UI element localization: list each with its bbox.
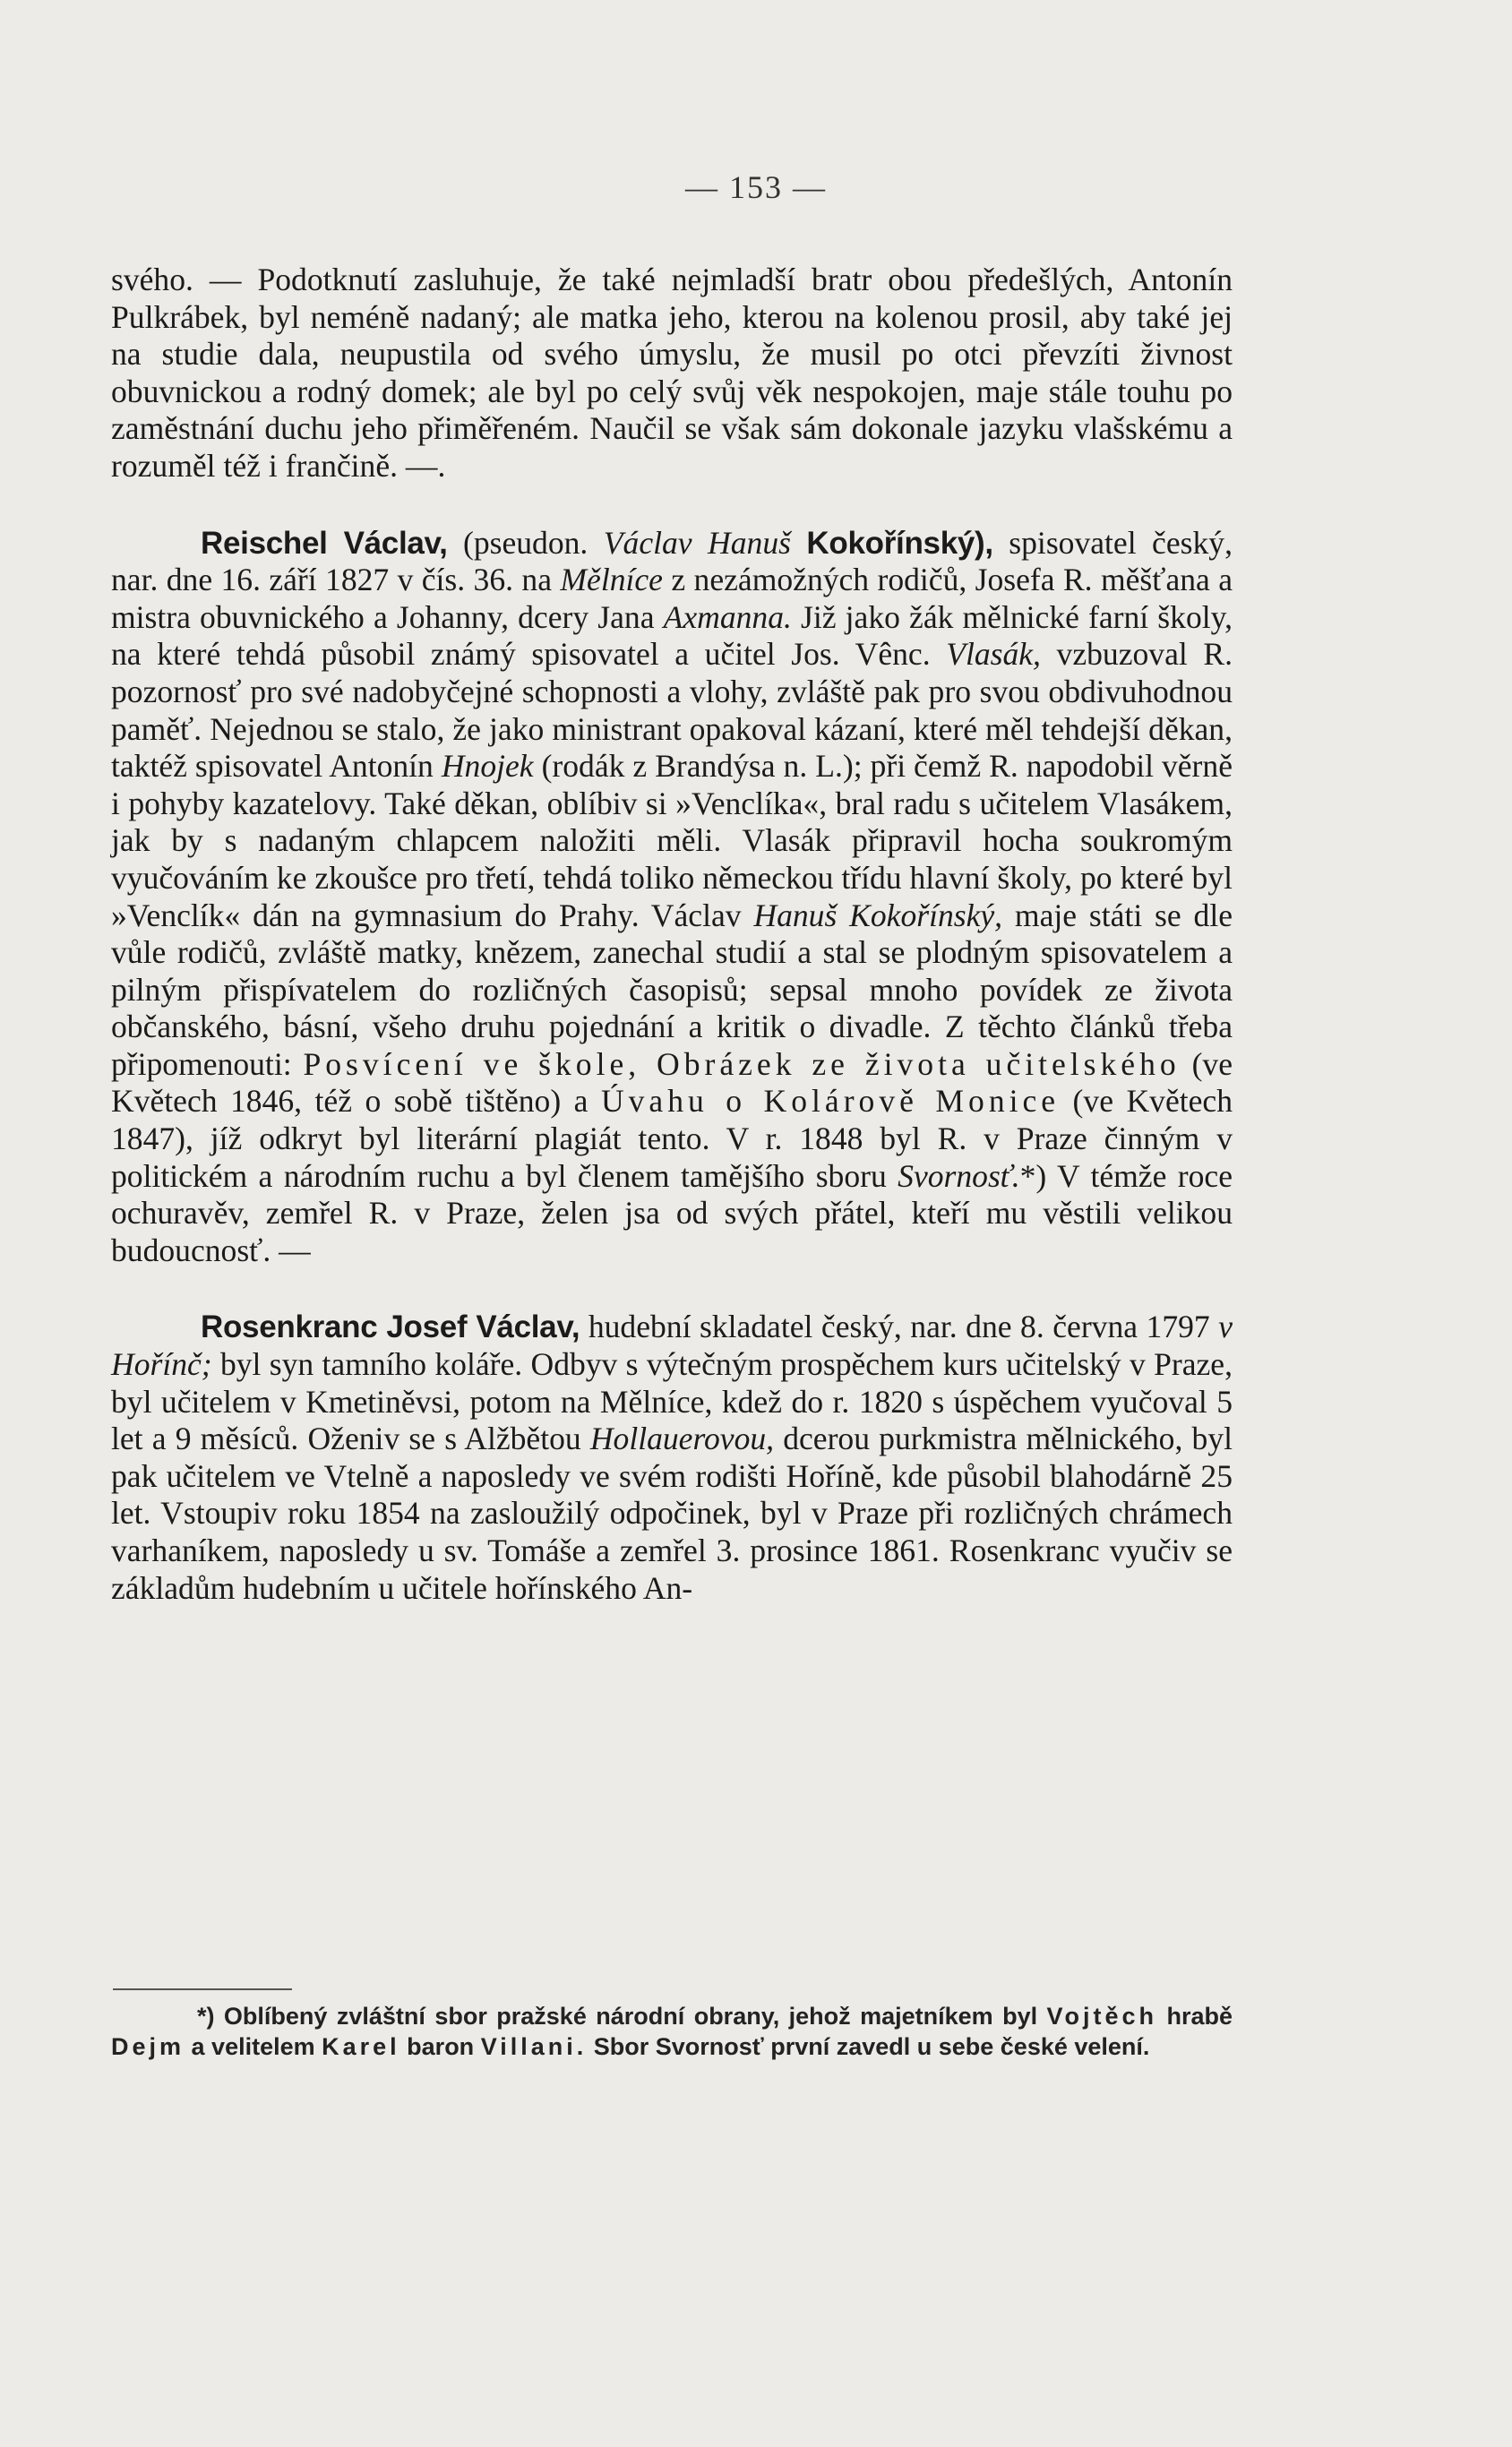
footnote-separator: [113, 1988, 292, 1990]
place-name: v Hořínč;: [111, 1309, 1233, 1383]
person-name: Vlasák,: [946, 636, 1041, 673]
work-title: Posvícení ve škole, Obrázek ze života učitelského: [303, 1045, 1181, 1082]
pseudonym: Václav Hanuš: [603, 524, 791, 561]
person-name: Hollauerovou,: [589, 1421, 775, 1457]
work-title: Úvahu o Kolárově Monice: [600, 1083, 1061, 1120]
person-name: Hnojek: [441, 748, 534, 785]
person-name: Hanuš Kokořínský,: [753, 897, 1003, 933]
footnote-text: *) Oblíbený zvláštní sbor pražské národní obrany, jehož majetníkem byl Vojtěch hrabě Dejm a velitelem Karel baron Villani. Sbor Svornosť první zavedl u sebe české velení.: [111, 2003, 1233, 2060]
entry-headword-reischel: Reischel Václav,: [201, 525, 448, 561]
footnote: [111, 2001, 1233, 2062]
person-name: Dejm: [111, 2033, 185, 2060]
pseudonym-surname: Kokořínský),: [806, 525, 993, 561]
entry-rosenkranc: Rosenkranc Josef Václav, hudební skladatel český, nar. dne 8. června 1797 v Hořínč; byl syn tamního koláře. Odbyv s výtečným prospěchem kurs učitelský v Praze, byl učitelem v Kmetiněvsi, potom na Mělníce, kdež do r. 1820 s úspěchem vyučoval 5 let a 9 měsíců. Oženiv se s Alžbětou Hollauerovou, dcerou purkmistra mělnického, byl pak učitelem ve Vtelně a naposledy ve svém rodišti Hoříně, kde působil blahodárně 25 let. Vstoupiv roku 1854 na zasloužilý odpočinek, byl v Praze při rozličných chrámech varhaníkem, naposledy u sv. Tomáše a zemřel 3. prosince 1861. Rosenkranc vyučiv se základům hudebním u učitele hořínského An-: [111, 1309, 1233, 1606]
organization-name: Svornosť.: [898, 1157, 1020, 1194]
person-name: Karel: [322, 2033, 400, 2060]
person-name: Axmanna.: [663, 598, 792, 635]
entry-headword-rosenkranc: Rosenkranc Josef Václav,: [201, 1309, 580, 1345]
paragraph-pulkrabek-continuation: svého. — Podotknutí zasluhuje, že také nejmladší bratr obou předešlých, Antonín Pulkrábek, byl neméně nadaný; ale matka jeho, kterou na kolenou prosil, aby také jej na studie dala, neupustila od svého úmyslu, že musil po otci převzíti živnost obuvnickou a rodný domek; ale byl po celý svůj věk nespokojen, maje stále touhu po zaměstnání duchu jeho přiměřeném. Naučil se však sám dokonale jazyku vlašskému a rozuměl též i frančině. —.: [111, 262, 1233, 484]
entry-reischel: Reischel Václav, (pseudon. Václav Hanuš Kokořínský), spisovatel český, nar. dne 16. září 1827 v čís. 36. na Mělníce z nezámožných rodičů, Josefa R. měšťana a mistra obuvnického a Johanny, dcery Jana Axmanna. Již jako žák mělnické farní školy, na které tehdá působil známý spisovatel a učitel Jos. Vênc. Vlasák, vzbuzoval R. pozornosť pro své nadobyčejné schopnosti a vlohy, zvláště pak pro svou obdivuhodnou paměť. Nejednou se stalo, že jako ministrant opakoval kázaní, které měl tehdejší děkan, taktéž spisovatel Antonín Hnojek (rodák z Brandýsa n. L.); při čemž R. napodobil věrně i pohyby kazatelovy. Také děkan, oblíbiv si »Venclíka«, bral radu s učitelem Vlasákem, jak by s nadaným chlapcem naložiti měli. Vlasák připravil hocha soukromým vyučováním ke zkoušce pro třetí, tehdá toliko německou třídu hlavní školy, po které byl »Venclík« dán na gymnasium do Prahy. Václav Hanuš Kokořínský, maje státi se dle vůle rodičů, zvláště matky, knězem, zanechal studií a stal se plodným spisovatelem a pilným přispívatelem do rozličných časopisů; sepsal mnoho povídek ze života občanského, básní, všeho druhu pojednání a kritik o divadle. Z těchto článků třeba připomenouti: Posvícení ve škole, Obrázek ze života učitelského (ve Květech 1846, též o sobě tištěno) a Úvahu o Kolárově Monice (ve Květech 1847), jíž odkryt byl literární plagiát tento. V r. 1848 byl R. v Praze činným v politickém a národním ruchu a byl členem tamějšího sboru Svornosť.*) V témže roce ochuravěv, zemřel R. v Praze, želen jsa od svých přátel, kteří mu věstili velikou budoucnosť. —: [111, 524, 1233, 1268]
person-name: Vojtěch: [1046, 2003, 1158, 2030]
page-number: — 153 —: [685, 169, 827, 205]
place-name: Mělníce: [560, 562, 663, 598]
main-text: [111, 262, 1233, 1607]
person-name: Villani.: [480, 2033, 588, 2060]
